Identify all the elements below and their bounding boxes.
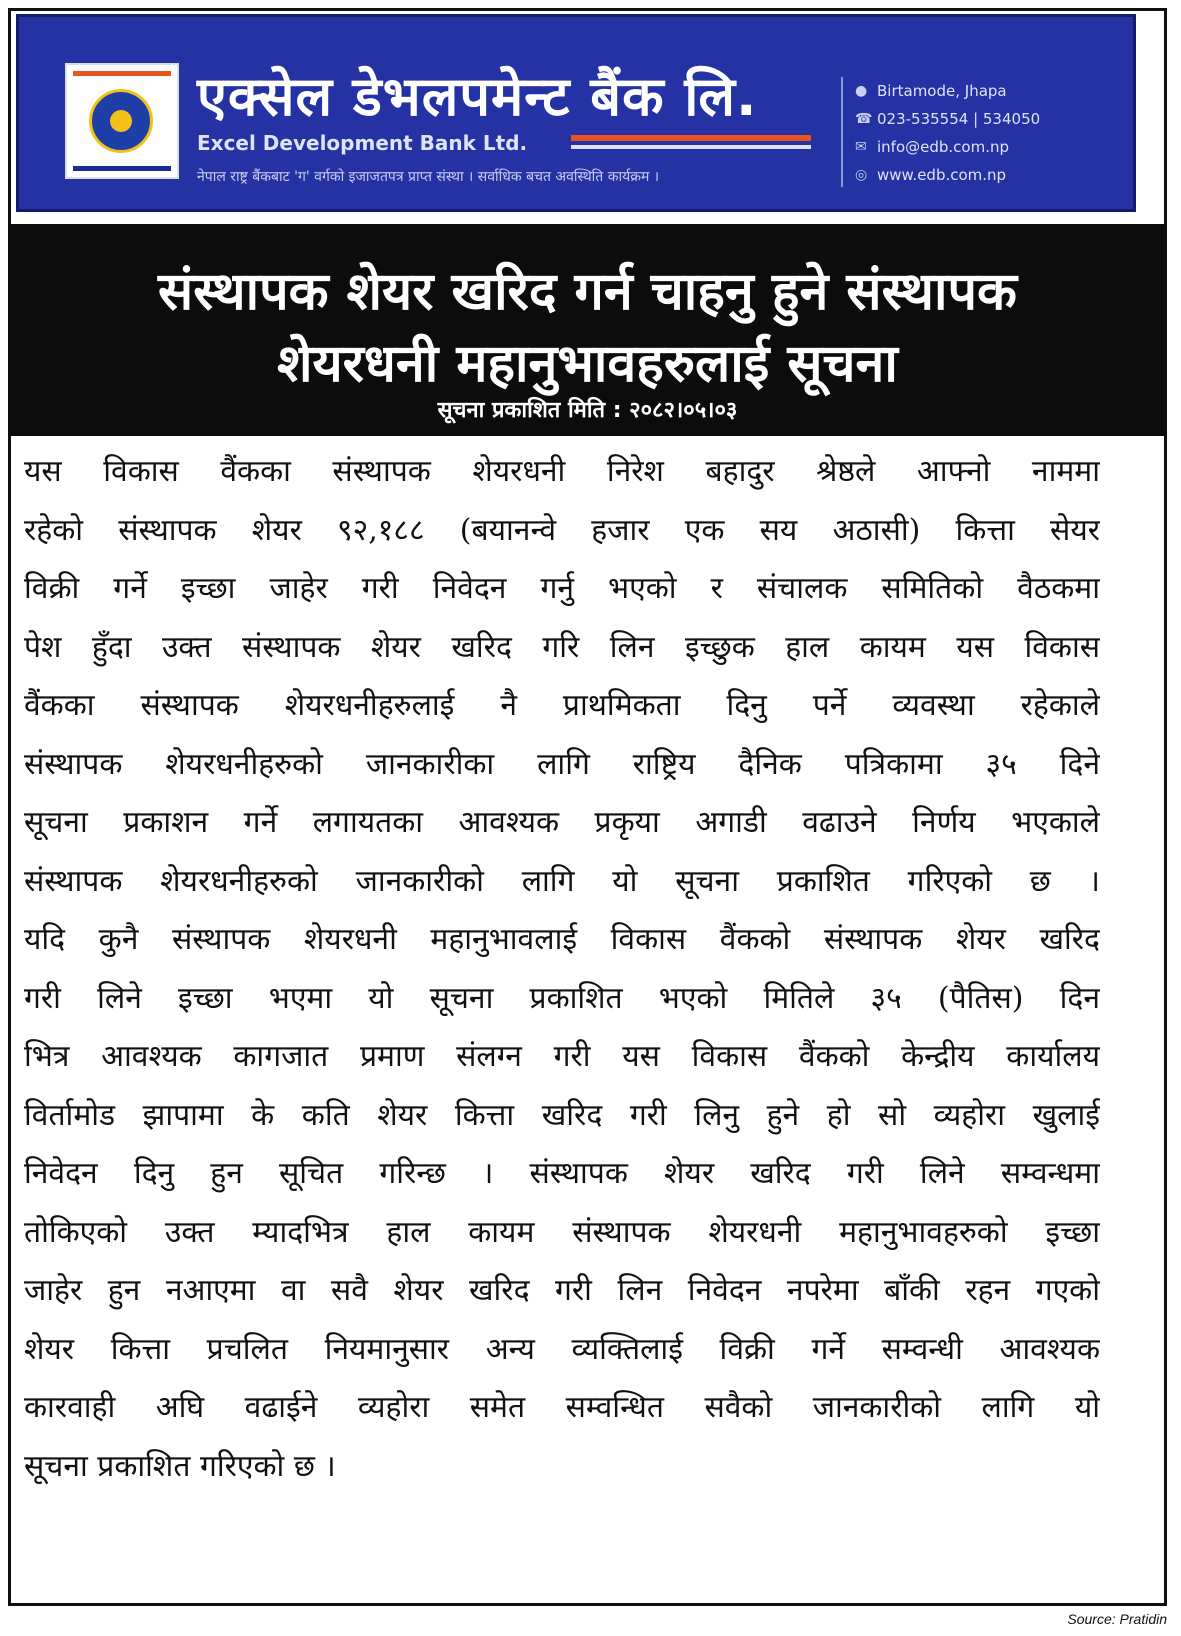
logo-bottom-stripe xyxy=(73,166,171,171)
contact-website: www.edb.com.np xyxy=(877,166,1007,184)
body-line: जाहेर हुन नआएमा वा सवै शेयर खरिद गरी लिन निवेदन नपरेमा बाँकी रहन गएको xyxy=(24,1273,1100,1308)
body-line: निवेदन दिनु हुन सूचित गरिन्छ । संस्थापक शेयर खरिद गरी लिने सम्वन्धमा xyxy=(24,1156,1100,1191)
logo-emblem-icon xyxy=(89,89,153,153)
body-line: सूचना प्रकाशित गरिएको छ । xyxy=(24,1448,336,1484)
contact-row-address xyxy=(855,77,1125,105)
source-credit: Source: Pratidin xyxy=(1067,1611,1167,1627)
notice-title-line-1: संस्थापक शेयर खरिद गर्न चाहनु हुने संस्थापक xyxy=(158,262,1017,322)
body-line: यस विकास वैंकका संस्थापक शेयरधनी निरेश बहादुर श्रेष्ठले आफ्नो नाममा xyxy=(24,454,1100,489)
bank-banner xyxy=(16,14,1136,212)
body-line: भित्र आवश्यक कागजात प्रमाण संलग्न गरी यस विकास वैंकको केन्द्रीय कार्यालय xyxy=(24,1039,1100,1074)
bank-motto: नेपाल राष्ट्र बैंकबाट 'ग' वर्गको इजाजतपत्र प्राप्त संस्था । सर्वाधिक बचत अवस्थिति कार्यक्रम । xyxy=(197,169,660,185)
notice-body xyxy=(24,448,1100,1501)
email-icon: ✉ xyxy=(855,139,867,155)
logo-top-stripe xyxy=(73,71,171,76)
body-line: संस्थापक शेयरधनीहरुको जानकारीका लागि राष्ट्रिय दैनिक पत्रिकामा ३५ दिने xyxy=(24,746,1100,782)
contact-block xyxy=(855,77,1125,189)
body-line: विर्तामोड झापामा के कति शेयर कित्ता खरिद गरी लिनु हुने हो सो व्यहोरा खुलाई xyxy=(24,1097,1100,1133)
body-line: वैंकका संस्थापक शेयरधनीहरुलाई नै प्राथमिकता दिनु पर्ने व्यवस्था रहेकाले xyxy=(24,688,1100,723)
body-line: गरी लिने इच्छा भएमा यो सूचना प्रकाशित भएको मितिले ३५ (पैतिस) दिन xyxy=(24,980,1100,1016)
bank-name-nepali: एक्सेल डेभलपमेन्ट बैंक लि. xyxy=(197,65,758,128)
phone-icon: ☎ xyxy=(855,111,873,127)
body-line: सूचना प्रकाशन गर्ने लगायतका आवश्यक प्रकृया अगाडी वढाउने निर्णय भएकाले xyxy=(24,805,1100,840)
body-line: पेश हुँदा उक्त संस्थापक शेयर खरिद गरि लिन इच्छुक हाल कायम यस विकास xyxy=(24,629,1100,665)
contact-address: Birtamode, Jhapa xyxy=(877,82,1007,100)
contact-phone: 023-535554 | 534050 xyxy=(877,110,1041,128)
location-icon: ● xyxy=(855,83,868,99)
body-line: कारवाही अघि वढाईने व्यहोरा समेत सम्वन्धित सवैको जानकारीको लागि यो xyxy=(24,1390,1100,1425)
contact-row-web xyxy=(855,161,1125,189)
published-date: सूचना प्रकाशित मिति : २०८२।०५।०३ xyxy=(437,398,738,423)
body-line: शेयर कित्ता प्रचलित नियमानुसार अन्य व्यक्तिलाई विक्री गर्ने सम्वन्धी आवश्यक xyxy=(24,1331,1100,1367)
body-line: विक्री गर्ने इच्छा जाहेर गरी निवेदन गर्नु भएको र संचालक समितिको वैठकमा xyxy=(24,571,1100,606)
tagline-divider xyxy=(571,145,811,149)
notice-headline-box xyxy=(8,224,1167,436)
contact-row-phone xyxy=(855,105,1125,133)
contact-row-email xyxy=(855,133,1125,161)
contact-separator xyxy=(841,77,843,187)
bank-name-english: Excel Development Bank Ltd. xyxy=(197,131,528,155)
body-line: तोकिएको उक्त म्यादभित्र हाल कायम संस्थापक शेयरधनी महानुभावहरुको इच्छा xyxy=(24,1214,1100,1250)
tagline-accent-bar xyxy=(571,135,811,141)
web-icon: ◎ xyxy=(855,167,868,183)
body-line: यदि कुनै संस्थापक शेयरधनी महानुभावलाई विकास वैंकको संस्थापक शेयर खरिद xyxy=(24,922,1100,957)
body-line: संस्थापक शेयरधनीहरुको जानकारीको लागि यो सूचना प्रकाशित गरिएको छ । xyxy=(24,863,1100,899)
body-line: रहेको संस्थापक शेयर ९२,१८८ (बयानन्वे हजार एक सय अठासी) कित्ता सेयर xyxy=(24,512,1100,548)
contact-email: info@edb.com.np xyxy=(877,138,1010,156)
notice-title-line-2: शेयरधनी महानुभावहरुलाई सूचना xyxy=(277,334,898,394)
bank-logo xyxy=(65,63,179,179)
